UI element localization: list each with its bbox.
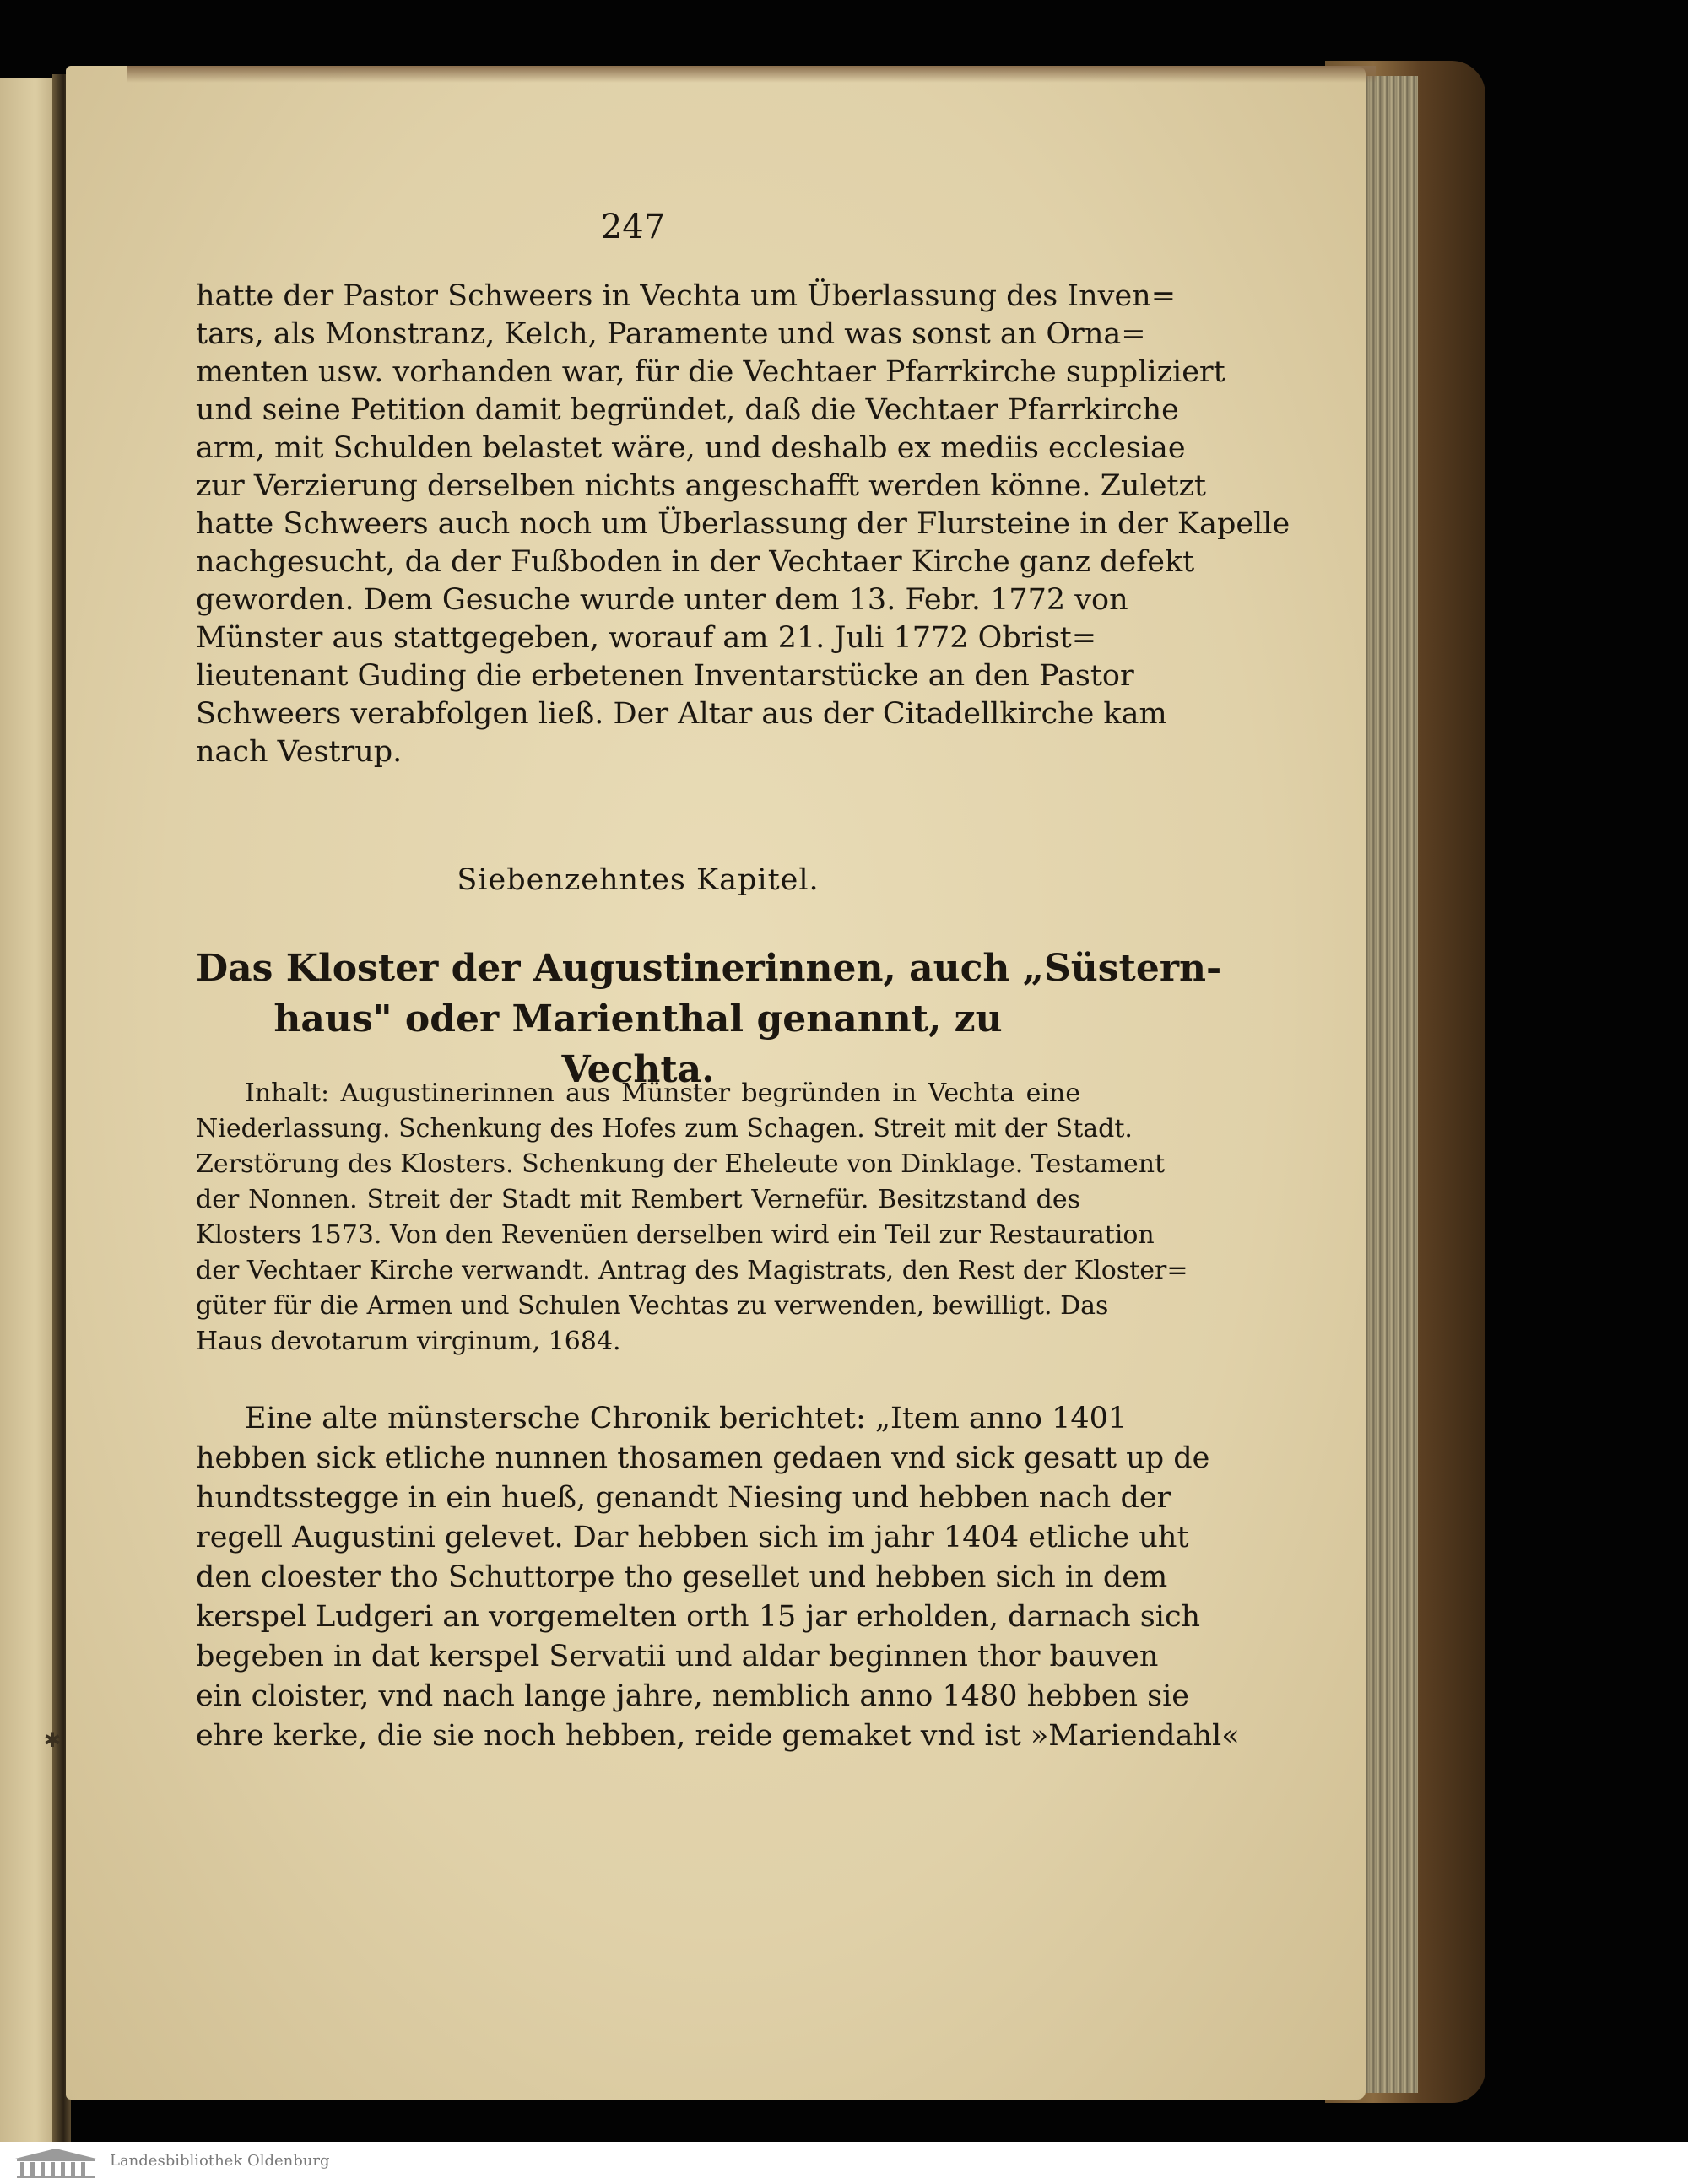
summary-line: der Vechtaer Kirche verwandt. Antrag des Magistrats, den Rest der Kloster=	[196, 1256, 1188, 1285]
text-line: arm, mit Schulden belastet wäre, und deshalb ex mediis ecclesiae	[196, 431, 1186, 465]
margin-mark: ✱	[44, 1728, 62, 1752]
text-line: regell Augustini gelevet. Dar hebben sich im jahr 1404 etliche uht	[196, 1521, 1189, 1554]
text-line: nach Vestrup.	[196, 735, 403, 769]
text-line: hatte der Pastor Schweers in Vechta um Überlassung des Inven=	[196, 279, 1177, 313]
text-line: kerspel Ludgeri an vorgemelten orth 15 jar erholden, darnach sich	[196, 1600, 1201, 1634]
library-building-icon	[12, 2147, 100, 2179]
text-line: tars, als Monstranz, Kelch, Paramente und was sonst an Orna=	[196, 317, 1146, 351]
text-line: begeben in dat kerspel Servatii und aldar beginnen thor bauven	[196, 1640, 1159, 1673]
text-line: Eine alte münstersche Chronik berichtet: „Item anno 1401	[245, 1402, 1128, 1435]
chapter-title-line: haus" oder Marienthal genannt, zu Vechta.	[273, 997, 1003, 1091]
chapter-summary	[196, 1076, 1188, 1360]
text-line: hatte Schweers auch noch um Überlassung der Flursteine in der Kapelle	[196, 507, 1290, 541]
chapter-title-line: Das Kloster der Augustinerinnen, auch „Süstern-	[196, 947, 1222, 990]
paragraph-chronicle	[196, 1399, 1240, 1756]
summary-line: Niederlassung. Schenkung des Hofes zum Schagen. Streit mit der Stadt.	[196, 1114, 1133, 1143]
text-line: Schweers verabfolgen ließ. Der Altar aus der Citadellkirche kam	[196, 697, 1167, 731]
text-line: zur Verzierung derselben nichts angeschafft werden könne. Zuletzt	[196, 469, 1206, 503]
page-number: 247	[600, 208, 666, 246]
footer-bar	[0, 2142, 1688, 2184]
paragraph-continued	[196, 278, 1290, 771]
summary-line: Haus devotarum virginum, 1684.	[196, 1327, 621, 1356]
text-line: geworden. Dem Gesuche wurde unter dem 13. Febr. 1772 von	[196, 583, 1128, 617]
page-top-stain	[127, 66, 1376, 83]
library-name: Landesbibliothek Oldenburg	[110, 2152, 330, 2170]
text-line: den cloester tho Schuttorpe tho gesellet und hebben sich in dem	[196, 1560, 1168, 1594]
summary-line: Klosters 1573. Von den Revenüen derselben wird ein Teil zur Restauration	[196, 1220, 1155, 1250]
chapter-label: Siebenzehntes Kapitel.	[457, 863, 820, 897]
text-line: nachgesucht, da der Fußboden in der Vechtaer Kirche ganz defekt	[196, 545, 1195, 579]
text-line: ehre kerke, die sie noch hebben, reide gemaket vnd ist »Mariendahl«	[196, 1719, 1240, 1753]
summary-line: der Nonnen. Streit der Stadt mit Rembert Vernefür. Besitzstand des	[196, 1185, 1080, 1214]
left-page-edge	[0, 78, 62, 2162]
text-line: Münster aus stattgegeben, worauf am 21. Juli 1772 Obrist=	[196, 621, 1097, 655]
text-line: hundtsstegge in ein hueß, genandt Niesing und hebben nach der	[196, 1481, 1171, 1515]
summary-line: Inhalt: Augustinerinnen aus Münster begründen in Vechta eine	[245, 1078, 1080, 1108]
text-line: lieutenant Guding die erbetenen Inventarstücke an den Pastor	[196, 659, 1134, 693]
chapter-title	[196, 943, 1222, 1091]
text-line: menten usw. vorhanden war, für die Vechtaer Pfarrkirche suppliziert	[196, 355, 1225, 389]
summary-line: Zerstörung des Klosters. Schenkung der Eheleute von Dinklage. Testament	[196, 1149, 1166, 1179]
text-line: ein cloister, vnd nach lange jahre, nemblich anno 1480 hebben sie	[196, 1679, 1189, 1713]
summary-line: güter für die Armen und Schulen Vechtas zu verwenden, bewilligt. Das	[196, 1291, 1109, 1321]
text-line: hebben sick etliche nunnen thosamen gedaen vnd sick gesatt up de	[196, 1441, 1210, 1475]
text-line: und seine Petition damit begründet, daß die Vechtaer Pfarrkirche	[196, 393, 1179, 427]
